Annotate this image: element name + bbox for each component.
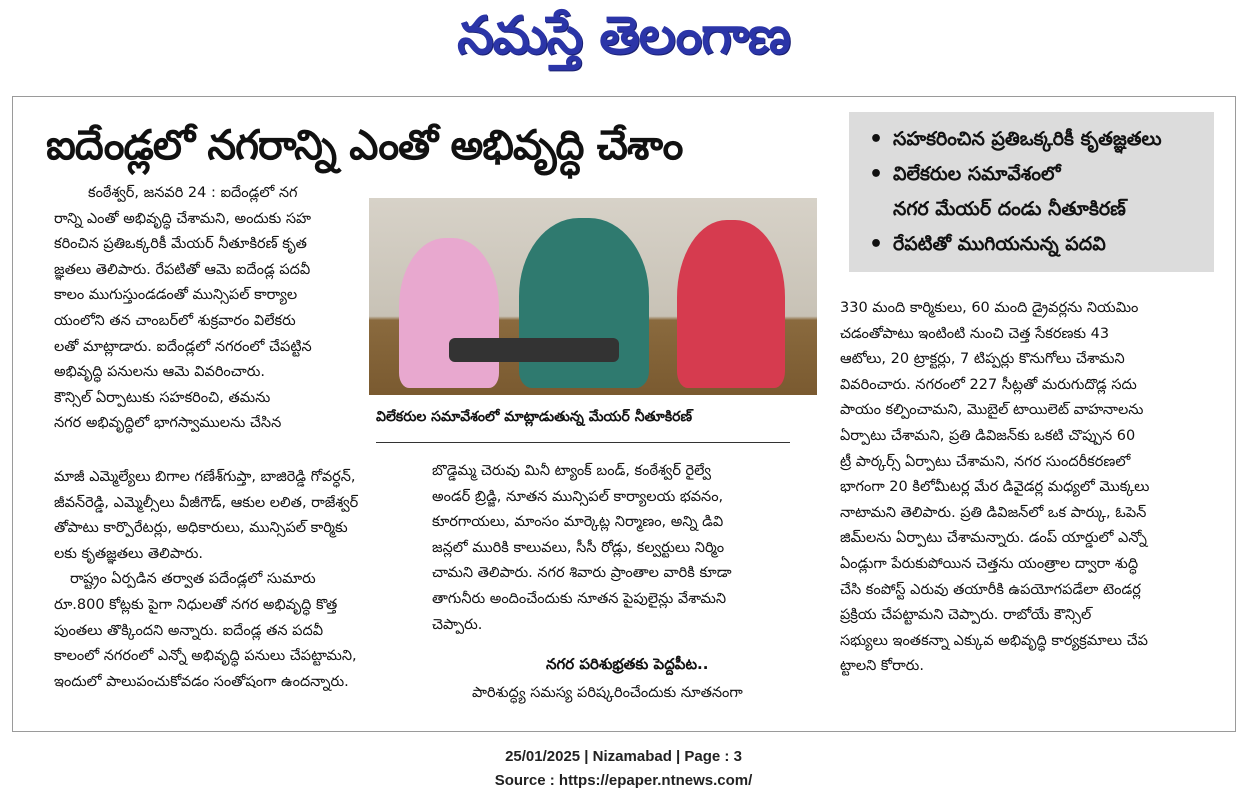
microphones bbox=[449, 338, 619, 362]
body-line: కాలం ముగుస్తుండడంతో మున్సిపల్ కార్యాల bbox=[54, 287, 298, 304]
newspaper-logo: నమస్తే తెలంగాణ bbox=[457, 6, 790, 66]
highlight-item: నగర మేయర్ దండు నీతూకిరణ్ bbox=[893, 198, 1126, 220]
body-line: తోపాటు కార్పొరేటర్లు, అధికారులు, మున్సిపల్ కార్మికు bbox=[54, 520, 348, 537]
body-line: నాటామని తెలిపారు. ప్రతి డివిజన్‌లో ఒక పార్కు, ఓపెన్ bbox=[840, 504, 1147, 521]
footer-edition-info: 25/01/2025 | Nizamabad | Page : 3 bbox=[505, 748, 742, 765]
body-line: భాగంగా 20 కిలోమీటర్ల మేర డివైడర్ల మధ్యలో మొక్కలు bbox=[840, 479, 1150, 496]
body-line: ఏండ్లుగా పేరుకుపోయిన చెత్తను యంత్రాల ద్వారా శుద్ధి bbox=[840, 555, 1139, 572]
body-line: చేసి కంపోస్ట్ ఎరువు తయారీకి ఉపయోగపడేలా టెండర్ల bbox=[840, 581, 1141, 598]
body-line: ఏర్పాటు చేశామని, ప్రతి డివిజన్‌కు ఒకటి చొప్పున 60 bbox=[840, 427, 1136, 444]
section-subheading: నగర పరిశుభ్రతకు పెద్దపీట.. bbox=[546, 655, 709, 673]
body-line: 330 మంది కార్మికులు, 60 మంది డ్రైవర్లను నియమిం bbox=[840, 300, 1139, 316]
masthead bbox=[0, 6, 1247, 76]
body-line: జిమ్‌లను ఏర్పాటు చేశామన్నారు. డంప్ యార్డులో ఎన్నో bbox=[840, 530, 1147, 547]
body-line: కరించిన ప్రతిఒక్కరికీ మేయర్ నీతూకిరణ్ కృత bbox=[54, 236, 307, 253]
article-headline: ఐదేండ్లలో నగరాన్ని ఎంతో అభివృద్ధి చేశాం bbox=[46, 121, 683, 169]
body-line: రాష్ట్రం ఏర్పడిన తర్వాత పదేండ్లలో సుమారు bbox=[70, 571, 316, 588]
body-line: జ్ఞతలు తెలిపారు. రేపటితో ఆమె ఐదేండ్ల పదవీ bbox=[54, 261, 311, 278]
photo-caption: విలేకరుల సమావేశంలో మాట్లాడుతున్న మేయర్ నీతూకిరణ్ bbox=[376, 409, 693, 425]
body-line: లతో మాట్లాడారు. ఐదేండ్లలో నగరంలో చేపట్టిన bbox=[54, 338, 312, 355]
caption-divider bbox=[376, 442, 790, 443]
body-line: అభివృద్ధి పనులను ఆమె వివరించారు. bbox=[54, 364, 265, 381]
body-line: చామని తెలిపారు. నగర శివారు ప్రాంతాల వారికి కూడా bbox=[432, 565, 732, 582]
body-line: కౌన్సిల్ ఏర్పాటుకు సహకరించి, తమను bbox=[54, 389, 271, 406]
article-column-1 bbox=[54, 181, 409, 437]
body-line: మాజీ ఎమ్మెల్యేలు బిగాల గణేశ్‌గుప్తా, బాజిరెడ్డి గోవర్ధన్, bbox=[54, 469, 356, 485]
body-line: చెప్పారు. bbox=[432, 616, 483, 633]
body-line: అండర్ బ్రిడ్జి, నూతన మున్సిపల్ కార్యాలయ భవనం, bbox=[432, 488, 724, 505]
body-line: చడంతోపాటు ఇంటింటి నుంచి చెత్త సేకరణకు 43 bbox=[840, 325, 1110, 342]
photo-person-left bbox=[399, 238, 499, 388]
body-line: పాయం కల్పించామని, మొబైల్ టాయిలెట్ వాహనాలను bbox=[840, 402, 1144, 419]
body-line: జన్లలో మురికి కాలువలు, సీసీ రోడ్లు, కల్వర్టులు నిర్మిం bbox=[432, 539, 725, 556]
body-line: ట్రీ పార్కర్స్ ఏర్పాటు చేశామని, నగర సుందరీకరణలో bbox=[840, 453, 1131, 470]
photo-person-center bbox=[519, 218, 649, 388]
body-line: రాన్ని ఎంతో అభివృద్ధి చేశామని, అందుకు సహ bbox=[54, 210, 312, 227]
body-line: కంఠేశ్వర్, జనవరి 24 : ఐదేండ్లలో నగ bbox=[88, 185, 298, 201]
body-line: తాగునీరు అందించేందుకు నూతన పైపులైన్లు వేశామని bbox=[432, 590, 727, 607]
body-line: జీవన్‌రెడ్డి, ఎమ్మెల్సీలు వీజీగౌడ్, ఆకుల లలిత, రాజేశ్వర్ bbox=[54, 494, 359, 511]
body-line: నగర అభివృద్ధిలో భాగస్వాములను చేసిన bbox=[54, 415, 282, 432]
body-line: యంలోని తన చాంబర్‌లో శుక్రవారం విలేకరు bbox=[54, 312, 296, 329]
body-line: వివరించారు. నగరంలో 227 సీట్లతో మరుగుదొడ్ల సదు bbox=[840, 376, 1137, 393]
highlight-item: • విలేకరుల సమావేశంలో bbox=[893, 157, 1214, 192]
body-line: పారిశుద్ధ్య సమస్య పరిష్కరించేందుకు నూతనంగా bbox=[472, 685, 743, 701]
body-line: కూరగాయలు, మాంసం మార్కెట్ల నిర్మాణం, అన్ని డివి bbox=[432, 514, 724, 531]
body-line: ఆటోలు, 20 ట్రాక్టర్లు, 7 టిప్పర్లు కొనుగోలు చేశామని bbox=[840, 351, 1125, 368]
body-line: పుంతలు తొక్కిందని అన్నారు. ఐదేండ్ల తన పదవీ bbox=[54, 622, 324, 639]
article-photo bbox=[369, 198, 817, 395]
photo-person-right bbox=[677, 220, 785, 388]
body-line: ట్టాలని కోరారు. bbox=[840, 658, 924, 675]
body-line: సభ్యులు ఇంతకన్నా ఎక్కువ అభివృద్ధి కార్యక్రమాలు చేప bbox=[840, 632, 1148, 649]
body-line: ప్రక్రియ చేపట్టామని చెప్పారు. రాబోయే కౌన్సిల్ bbox=[840, 607, 1092, 624]
highlight-item: • సహకరించిన ప్రతిఒక్కరికీ కృతజ్ఞతలు bbox=[893, 122, 1214, 157]
article-column-1-continued bbox=[54, 465, 414, 695]
body-line: రూ.800 కోట్లకు పైగా నిధులతో నగర అభివృద్ధి కొత్త bbox=[54, 596, 338, 613]
body-line: ఇందులో పాలుపంచుకోవడం సంతోషంగా ఉందన్నారు. bbox=[54, 673, 349, 690]
body-line: కాలంలో నగరంలో ఎన్నో అభివృద్ధి పనులు చేపట్టామని, bbox=[54, 648, 357, 665]
body-line: లకు కృతజ్ఞతలు తెలిపారు. bbox=[54, 545, 203, 562]
body-line: బొడ్డెమ్మ చెరువు మినీ ట్యాంక్ బండ్, కంఠేశ్వర్ రైల్వే bbox=[432, 463, 712, 479]
article-column-2 bbox=[432, 459, 816, 638]
footer-source-link[interactable]: Source : https://epaper.ntnews.com/ bbox=[494, 772, 753, 789]
highlights-box bbox=[849, 112, 1214, 272]
highlight-item: • రేపటితో ముగియనున్న పదవి bbox=[893, 227, 1214, 262]
article-column-3 bbox=[840, 296, 1212, 680]
